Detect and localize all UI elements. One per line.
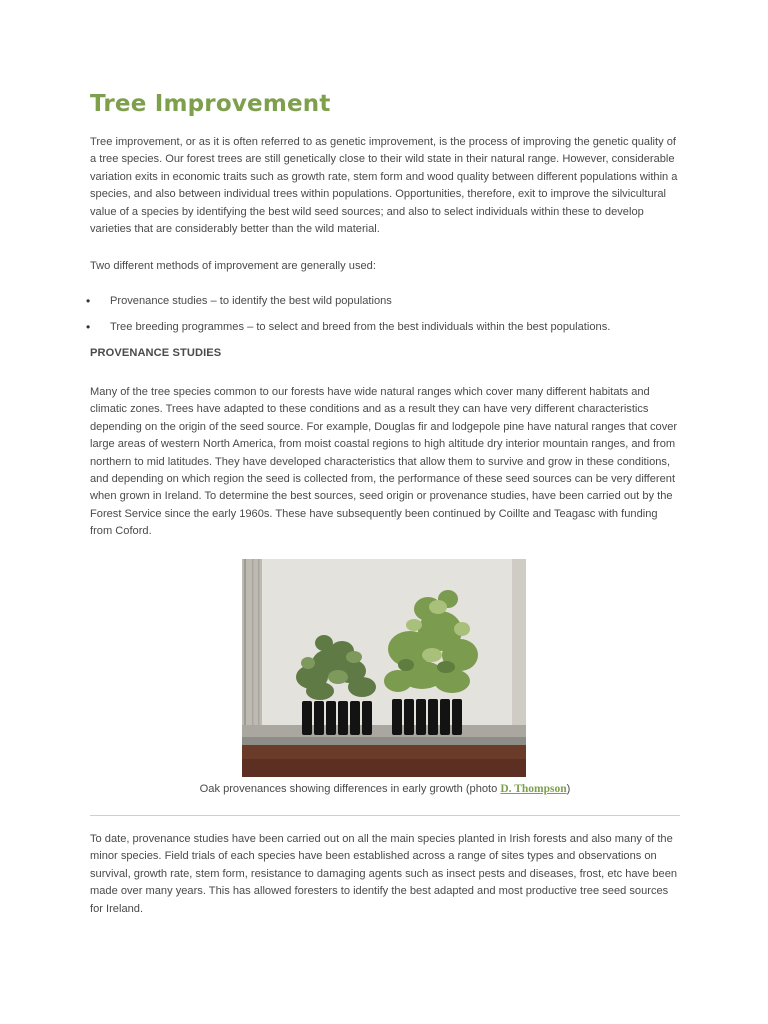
bullet-icon: •: [86, 294, 91, 308]
caption-close: ): [566, 783, 571, 795]
bullet-icon: •: [86, 320, 91, 335]
conclusion-paragraph: To date, provenance studies have been carried out on all the main species planted in Irish forests and also many of the minor species. Field trials of each species have been established across a range of sites types and observations on survival, growth rate, stem form, resistance to damaging agents such as insect pests and diseases, frost, etc have been made over many years. This has allowed foresters to identify the best adapted and most productive tree seed sources for Ireland.: [90, 833, 678, 915]
page-title: Tree Improvement: [90, 91, 331, 117]
list-item-text: Provenance studies – to identify the best wild populations: [110, 295, 392, 307]
list-item: [86, 319, 680, 336]
methods-list: [86, 293, 680, 346]
intro-paragraph: Tree improvement, or as it is often referred to as genetic improvement, is the process of improving the genetic quality of a tree species. Our forest trees are still genetically close to their wild state in their natural range. However, considerable variation exits in economic traits such as growth rate, stem form and wood quality between different populations within a species, and also between individual trees within populations. Opportunities, therefore, exit to improve the silvicultural value of a species by identifying the best wild seed sources; and also to select individuals within these to develop varieties that are considerably better than the wild material.: [90, 136, 678, 236]
list-item-text: Tree breeding programmes – to select and breed from the best individuals within the best populations.: [110, 321, 611, 334]
list-item: [86, 293, 680, 310]
photo-credit-link[interactable]: D. Thompson: [500, 783, 567, 795]
caption-text: Oak provenances showing differences in early growth (photo: [199, 783, 501, 795]
section-heading: PROVENANCE STUDIES: [90, 347, 222, 359]
figure-caption: [90, 781, 680, 798]
provenance-paragraph: Many of the tree species common to our forests have wide natural ranges which cover many different habitats and climatic zones. Trees have adapted to these conditions and as a result they can have very different characteristics depending on the origin of the seed source. For example, Douglas fir and lodgepole pine have natural ranges that cover large areas of western North America, from moist coastal regions to high altitude dry interior mountain ranges, and from northern to mid latitudes. They have developed characteristics that allow them to survive and grow in these conditions, and depending on which region the seed is collected from, the performance of these seed sources can be very different when grown in Ireland. To determine the best sources, seed origin or provenance studies, have been carried out by the Forest Service since the early 1960s. These have subsequently been continued by Coillte and Teagasc with funding from Coford.: [90, 386, 678, 538]
oak-seedlings-photo: [242, 559, 526, 777]
methods-intro: Two different methods of improvement are generally used:: [90, 260, 376, 272]
divider: [90, 815, 680, 816]
